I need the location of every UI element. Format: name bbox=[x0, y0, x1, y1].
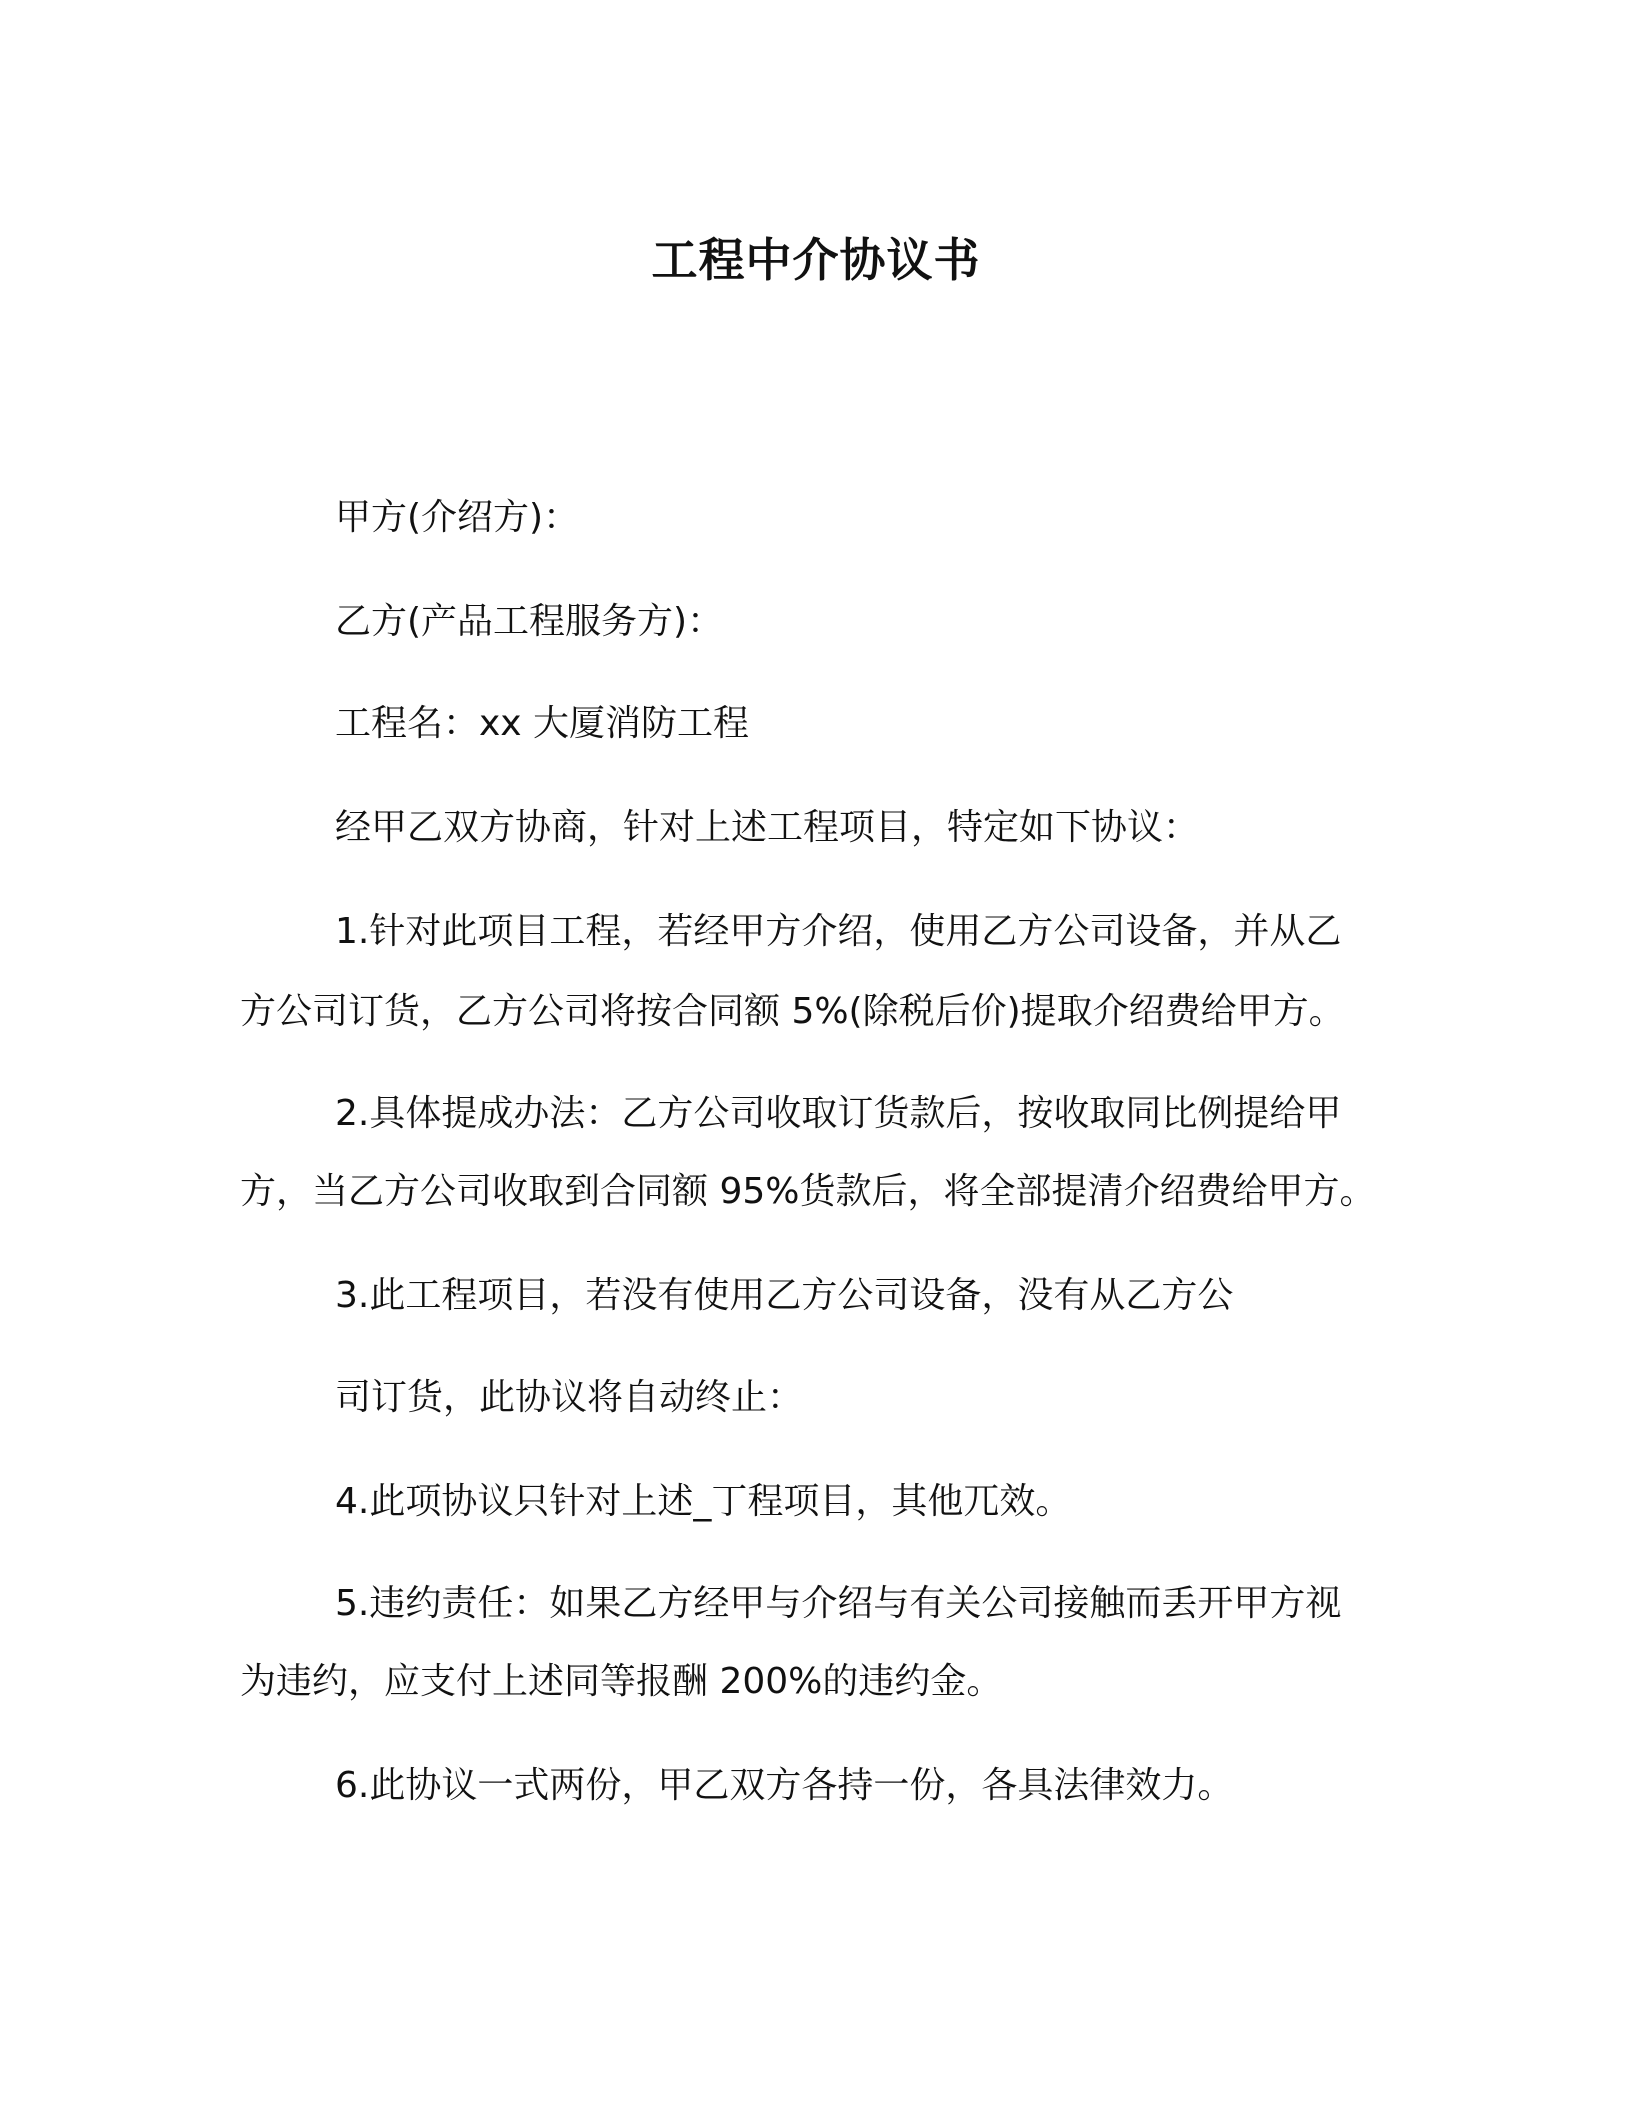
project-name-line: 工程名：xx 大厦消防工程 bbox=[335, 703, 750, 744]
clause-5-line-1: 5.违约责任：如果乙方经甲与介绍与有关公司接触而丢开甲方视 bbox=[335, 1583, 1342, 1624]
document-title: 工程中介协议书 bbox=[651, 233, 981, 287]
party-b-line: 乙方(产品工程服务方)： bbox=[335, 601, 724, 642]
clause-2-line-2: 方，当乙方公司收取到合同额 95%货款后，将全部提清介绍费给甲方。 bbox=[240, 1171, 1376, 1212]
clause-3-line-2: 司订货，此协议将自动终止： bbox=[335, 1377, 804, 1418]
clause-6-line: 6.此协议一式两份，甲乙双方各持一份，各具法律效力。 bbox=[335, 1765, 1234, 1806]
clause-1-line-1: 1.针对此项目工程，若经甲方介绍，使用乙方公司设备，并从乙 bbox=[335, 911, 1342, 952]
clause-5-line-2: 为违约，应支付上述同等报酬 200%的违约金。 bbox=[240, 1661, 1003, 1702]
clause-2-line-1: 2.具体提成办法：乙方公司收取订货款后，按收取同比例提给甲 bbox=[335, 1093, 1342, 1134]
clause-1-line-2: 方公司订货，乙方公司将按合同额 5%(除税后价)提取介绍费给甲方。 bbox=[240, 991, 1345, 1032]
party-a-line: 甲方(介绍方)： bbox=[335, 497, 580, 538]
preamble-line: 经甲乙双方协商，针对上述工程项目，特定如下协议： bbox=[335, 807, 1200, 848]
clause-4-line: 4.此项协议只针对上述_丁程项目，其他兀效。 bbox=[335, 1481, 1072, 1522]
clause-3-line-1: 3.此工程项目，若没有使用乙方公司设备，没有从乙方公 bbox=[335, 1275, 1234, 1316]
